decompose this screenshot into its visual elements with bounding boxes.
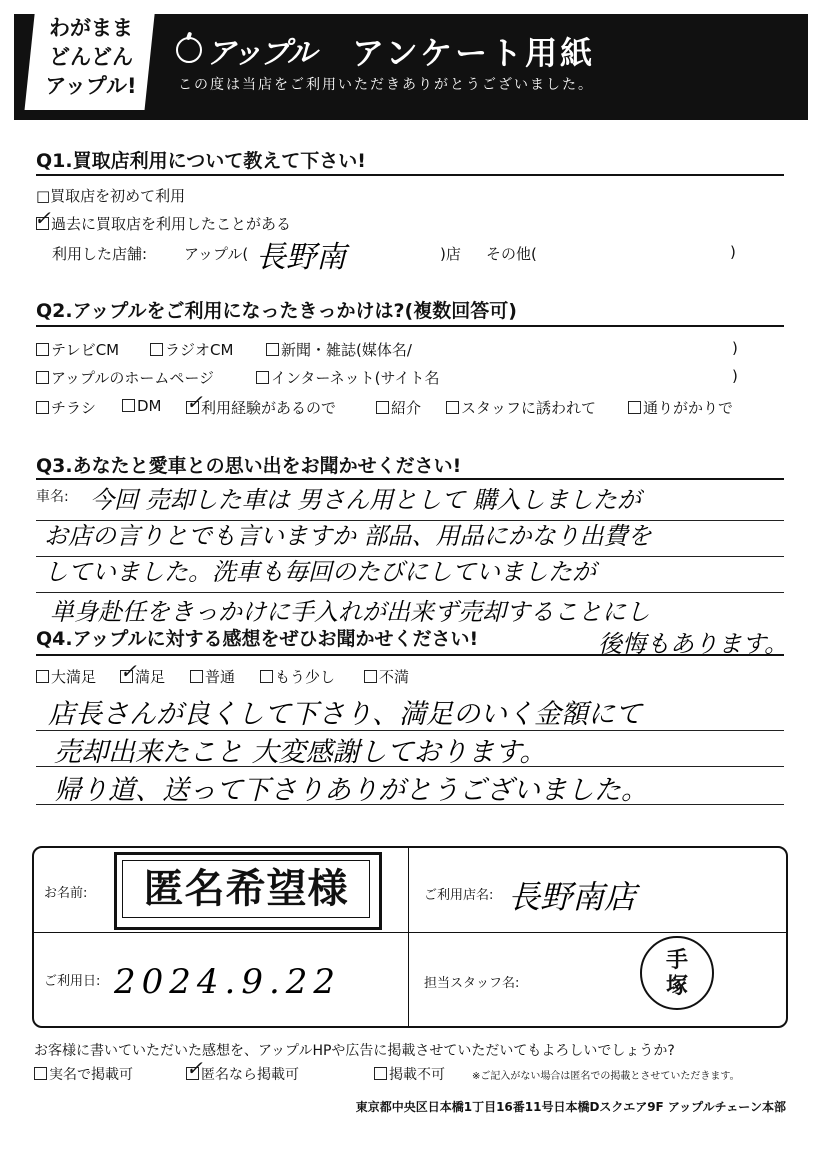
option-label: 匿名なら掲載可 (201, 1067, 299, 1083)
q2-heading: Q2.アップルをご利用になったきっかけは?(複数回答可) (36, 300, 517, 322)
q2-row1-close: ) (732, 339, 738, 357)
option-label: もう少し (275, 668, 336, 686)
checkbox[interactable] (150, 343, 163, 356)
q2-row2-close: ) (732, 367, 738, 385)
check-mark-icon: ✓ (186, 390, 203, 414)
footer-address: 東京都中央区日本橋1丁目16番11号日本橋Dスクエア9F アップルチェーン本部 (355, 1100, 786, 1114)
q2-option-internet[interactable] (256, 367, 439, 388)
form-title: アンケート用紙 (352, 34, 596, 72)
apple-logo (176, 30, 315, 70)
consent-note: ※ご記入がない場合は匿名での掲載とさせていただきます。 (472, 1071, 740, 1082)
q1-store-value[interactable]: 長野南 (256, 240, 346, 275)
checkbox[interactable] (628, 401, 641, 414)
checkbox[interactable] (364, 670, 377, 683)
q3-car-label: 車名: (36, 489, 69, 505)
option-label: ラジオCM (165, 341, 234, 359)
option-label: アップルのホームページ (51, 369, 215, 387)
option-label: 紹介 (391, 399, 422, 417)
option-label: 実名で掲載可 (49, 1067, 133, 1083)
q4-option-normal[interactable] (190, 666, 235, 687)
name-label: お名前: (44, 886, 88, 901)
q3-answer-line[interactable]: 単身赴任をきっかけに手入れが出来ず売却することにし (50, 598, 650, 626)
name-stamp[interactable]: 匿名希望様 (122, 860, 370, 918)
q2-option-referral[interactable] (376, 397, 421, 418)
option-label: チラシ (51, 399, 97, 417)
store-name-value[interactable]: 長野南店 (508, 878, 637, 916)
divider (36, 174, 784, 176)
q2-option-tv[interactable] (36, 339, 119, 360)
checkbox[interactable] (34, 1067, 47, 1080)
thanks-message: この度は当店をご利用いただきありがとうございました。 (178, 77, 594, 93)
q1-other-label: その他( (486, 245, 537, 263)
checkbox[interactable] (260, 670, 273, 683)
q4-option-dissatisfied[interactable] (364, 666, 409, 687)
q1-store-label: 利用した店舗: (52, 245, 148, 263)
checkbox[interactable] (36, 401, 49, 414)
check-mark-icon: ✓ (34, 206, 51, 230)
option-label: スタッフに誘われて (461, 399, 597, 417)
q3-answer-line[interactable]: 今回 売却した車は 男さん用として 購入しましたが (90, 486, 641, 514)
q2-option-passing[interactable] (628, 397, 733, 418)
q2-option-flyer[interactable] (36, 397, 96, 418)
checkbox[interactable] (36, 343, 49, 356)
q2-option-experience[interactable] (186, 397, 336, 418)
checkbox[interactable] (446, 401, 459, 414)
q1-option-first-time[interactable]: □買取店を初めて利用 (36, 187, 186, 205)
q4-answer-line[interactable]: 店長さんが良くして下さり、満足のいく金額にて (48, 699, 642, 730)
consent-option-real-name[interactable] (34, 1064, 133, 1084)
q2-option-radio[interactable] (150, 339, 233, 360)
logo-text: アップル (206, 36, 315, 71)
q2-option-homepage[interactable] (36, 367, 214, 388)
q1-heading: Q1.買取店利用について教えて下さい! (36, 150, 366, 172)
option-label: 利用経験があるので (201, 399, 337, 417)
divider (408, 846, 409, 1026)
option-label: テレビCM (51, 341, 120, 359)
q4-option-a-little-more[interactable] (260, 666, 335, 687)
slogan-line: アップル! (45, 74, 137, 98)
q4-answer-line[interactable]: 売却出来たこと 大変感謝しております。 (54, 737, 547, 768)
q2-option-dm[interactable] (122, 397, 162, 415)
q1-other-close: ) (730, 243, 736, 261)
q1-option-used-before[interactable] (36, 213, 291, 234)
apple-logo-icon (176, 37, 202, 63)
date-value[interactable]: 2024.9.22 (114, 962, 342, 1002)
divider (36, 325, 784, 327)
consent-option-no[interactable] (374, 1064, 445, 1084)
q4-option-very-satisfied[interactable] (36, 666, 96, 687)
date-label: ご利用日: (44, 974, 101, 989)
option-label: 過去に買取店を利用したことがある (51, 215, 292, 233)
q3-answer-line[interactable]: していました。洗車も毎回のたびにしていましたが (44, 558, 596, 586)
option-label: 通りがかりで (643, 399, 734, 417)
q2-option-staff[interactable] (446, 397, 596, 418)
check-mark-icon: ✓ (186, 1056, 203, 1080)
option-label: DM (137, 397, 162, 415)
option-label: 大満足 (51, 668, 97, 686)
seal-char: 手 (665, 947, 688, 973)
option-label: インターネット(サイト名 (271, 369, 440, 387)
q3-heading: Q3.あなたと愛車との思い出をお聞かせください! (36, 455, 462, 477)
staff-seal[interactable] (640, 936, 714, 1010)
q1-store-suffix: )店 (440, 245, 461, 263)
checkbox[interactable] (374, 1067, 387, 1080)
q2-option-newspaper[interactable] (266, 339, 412, 360)
checkbox[interactable] (376, 401, 389, 414)
divider (32, 932, 786, 933)
q4-answer-line[interactable]: 帰り道、送って下さりありがとうございました。 (54, 775, 648, 806)
seal-char: 塚 (665, 973, 688, 999)
q3-answer-line[interactable]: 後悔もあります。 (598, 630, 789, 658)
q4-heading: Q4.アップルに対する感想をぜひお聞かせください! (36, 628, 479, 650)
store-name-label: ご利用店名: (424, 888, 494, 903)
checkbox[interactable] (36, 371, 49, 384)
checkbox[interactable] (266, 343, 279, 356)
option-label: 満足 (135, 668, 166, 686)
q1-store-prefix: アップル( (184, 245, 249, 263)
checkbox[interactable] (122, 399, 135, 412)
option-label: 掲載不可 (389, 1067, 445, 1083)
option-label: 普通 (205, 668, 236, 686)
checkbox[interactable] (256, 371, 269, 384)
consent-question: お客様に書いていただいた感想を、アップルHPや広告に掲載させていただいてもよろしいでしょうか? (34, 1043, 675, 1059)
checkbox[interactable] (190, 670, 203, 683)
divider (36, 654, 784, 656)
option-label: 新聞・雑誌(媒体名/ (281, 341, 412, 359)
check-mark-icon: ✓ (120, 659, 137, 683)
slogan-line: わがまま (49, 16, 133, 40)
option-label: 不満 (379, 668, 410, 686)
slogan-line: どんどん (49, 45, 133, 69)
q3-answer-line[interactable]: お店の言りとでも言いますか 部品、用品にかなり出費を (44, 522, 652, 550)
slogan-text (36, 14, 146, 101)
staff-label: 担当スタッフ名: (424, 976, 520, 991)
checkbox[interactable] (36, 670, 49, 683)
